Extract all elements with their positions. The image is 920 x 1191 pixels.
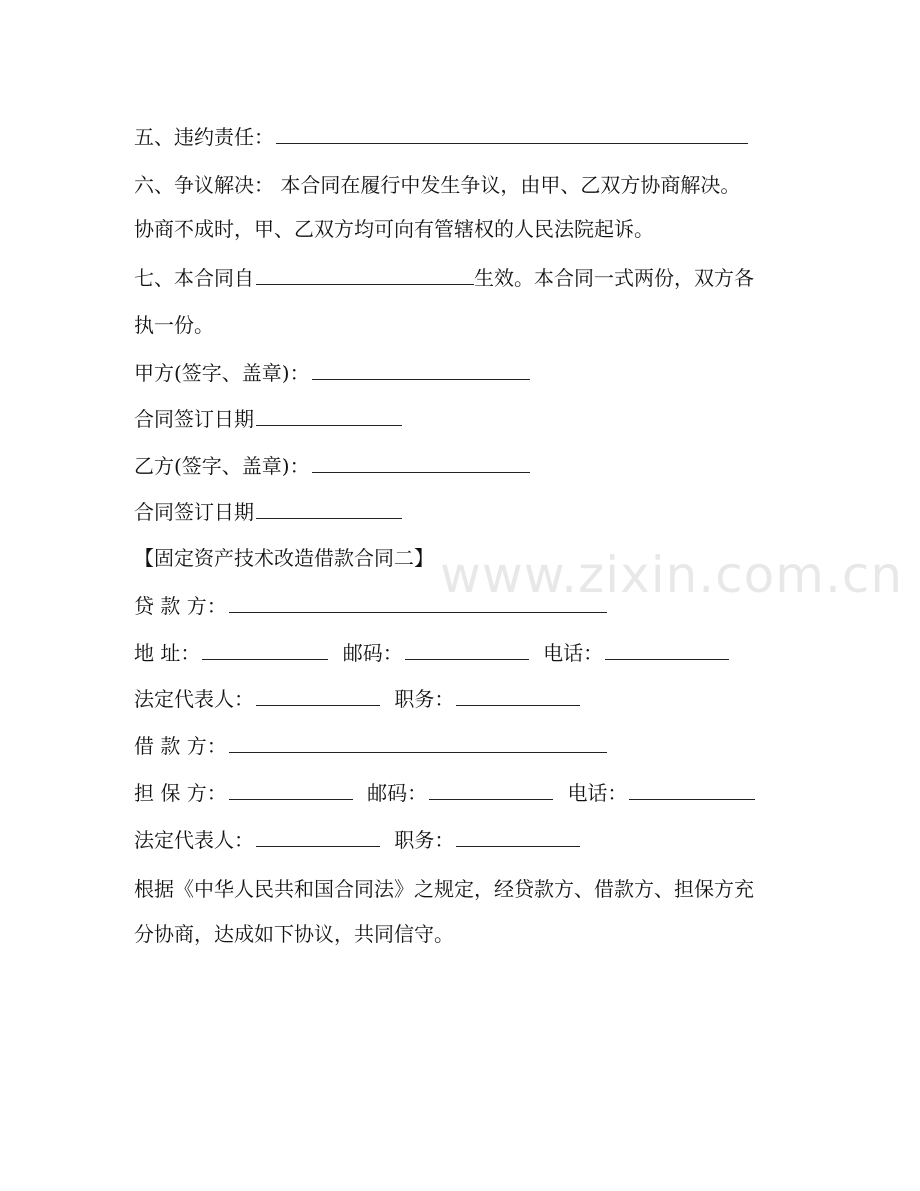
phone-blank[interactable] — [605, 641, 729, 660]
clause-dispute-continued — [134, 216, 654, 242]
guarantor-row — [134, 780, 755, 806]
paragraph-text: 分协商，达成如下协议，共同信守。 — [134, 922, 454, 946]
signature-blank[interactable] — [312, 454, 530, 473]
field-label: 邮码： — [367, 781, 428, 805]
field-label: 甲方(签字、盖章)： — [134, 361, 310, 385]
field-label: 担 保 方： — [134, 781, 227, 805]
party-a-signature — [134, 360, 530, 386]
borrower-row — [134, 733, 607, 759]
legal-rep-row — [134, 686, 580, 712]
section-heading — [134, 545, 434, 571]
clause-effective-continued — [134, 312, 214, 338]
clause-text: 六、争议解决： 本合同在履行中发生争议，由甲、乙双方协商解决。 — [134, 173, 741, 197]
field-label: 地 址： — [134, 641, 201, 665]
borrower-blank[interactable] — [229, 734, 607, 753]
signature-blank[interactable] — [312, 361, 530, 380]
clause-text: 协商不成时，甲、乙双方均可向有管辖权的人民法院起诉。 — [134, 217, 654, 241]
address-blank[interactable] — [202, 641, 328, 660]
phone-blank[interactable] — [629, 781, 755, 800]
field-label: 法定代表人： — [134, 828, 254, 852]
postcode-blank[interactable] — [405, 641, 529, 660]
legal-rep-blank[interactable] — [256, 828, 380, 847]
field-label: 法定代表人： — [134, 687, 254, 711]
party-a-sign-date — [134, 406, 402, 432]
field-label: 乙方(签字、盖章)： — [134, 454, 310, 478]
legal-rep-blank[interactable] — [256, 687, 380, 706]
clause-dispute-resolution — [134, 172, 740, 198]
lender-blank[interactable] — [229, 594, 607, 613]
postcode-blank[interactable] — [429, 781, 553, 800]
field-label: 电话： — [543, 641, 604, 665]
lender-row — [134, 593, 607, 619]
heading-text: 【固定资产技术改造借款合同二】 — [134, 546, 434, 570]
effective-date-blank[interactable] — [256, 266, 474, 285]
position-blank[interactable] — [456, 828, 580, 847]
agreement-preamble — [134, 876, 754, 902]
position-blank[interactable] — [456, 687, 580, 706]
field-label: 借 款 方： — [134, 734, 227, 758]
party-b-sign-date — [134, 499, 402, 525]
clause-breach-liability — [134, 124, 748, 150]
field-label: 合同签订日期 — [134, 500, 254, 524]
agreement-preamble-continued — [134, 921, 454, 947]
date-blank[interactable] — [256, 500, 402, 519]
address-row — [134, 640, 729, 666]
field-label: 职务： — [394, 687, 455, 711]
clause-text: 执一份。 — [134, 313, 214, 337]
watermark: www.zixin.com.cn — [440, 546, 904, 604]
field-label: 邮码： — [342, 641, 403, 665]
blank-field[interactable] — [276, 125, 748, 144]
field-label: 贷 款 方： — [134, 594, 227, 618]
clause-text: 生效。本合同一式两份，双方各 — [474, 266, 754, 290]
paragraph-text: 根据《中华人民共和国合同法》之规定，经贷款方、借款方、担保方充 — [134, 877, 754, 901]
clause-label: 五、违约责任： — [134, 125, 274, 149]
clause-effective — [134, 265, 754, 291]
field-label: 电话： — [567, 781, 628, 805]
field-label: 合同签订日期 — [134, 407, 254, 431]
clause-label: 七、本合同自 — [134, 266, 254, 290]
guarantor-blank[interactable] — [229, 781, 353, 800]
legal-rep-row-2 — [134, 827, 580, 853]
party-b-signature — [134, 453, 530, 479]
field-label: 职务： — [394, 828, 455, 852]
date-blank[interactable] — [256, 407, 402, 426]
